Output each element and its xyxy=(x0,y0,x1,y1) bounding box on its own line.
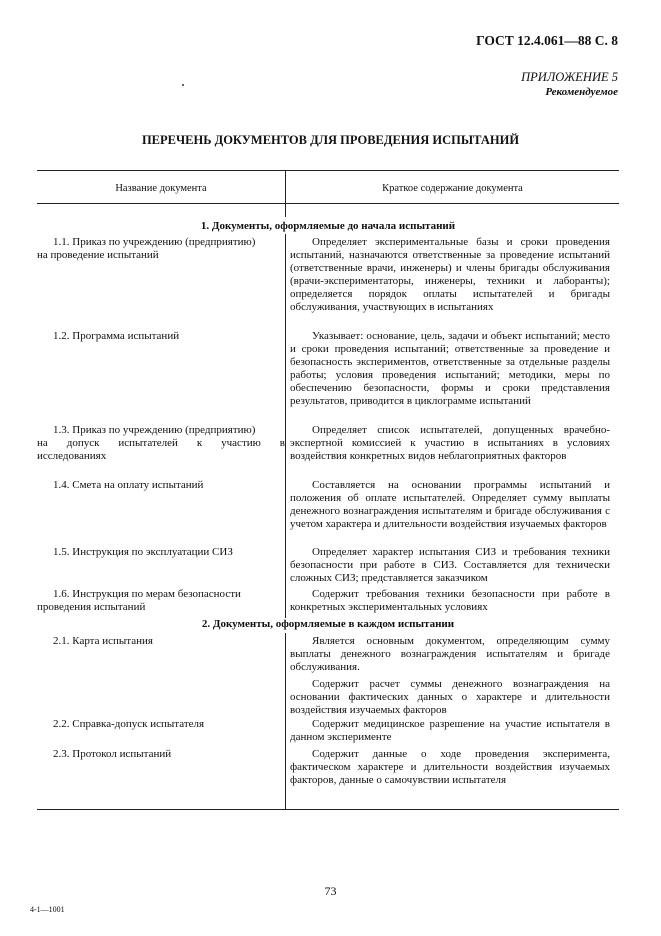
page-title: ПЕРЕЧЕНЬ ДОКУМЕНТОВ ДЛЯ ПРОВЕДЕНИЯ ИСПЫТАНИЙ xyxy=(141,133,520,147)
row-name-line: 1.5. Инструкция по эксплуатации СИЗ xyxy=(53,546,233,558)
scan-speck xyxy=(182,84,184,86)
section-heading-1: 1. Документы, оформляемые до начала испытаний xyxy=(200,220,456,232)
table-row-description: Составляется на основании программы испытаний и положения об оплате испытателей. Определяет сумму выплаты денежного вознаграждения испытателям и бригаде обслуживания с учетом характера и длительности воздействия изучаемых факторов xyxy=(290,479,610,530)
table-row-description: Содержит данные о ходе проведения эксперимента, фактическом характере и длительности воздействия изучаемых факторов, данные о самочувствии испытателя xyxy=(290,748,610,786)
table-row-description: Указывает: основание, цель, задачи и объект испытаний; место и сроки проведения испытаний; ответственные за проведение и безопасность экспериментов, ответственные за отдельные разделы работы; условия проведения испытаний; методики, меры по обеспечению безопасности, формы и сроки представления результатов, приводится в циклограмме испытаний xyxy=(290,330,610,407)
appendix-block xyxy=(521,70,618,100)
row-name-line: 1.1. Приказ по учреждению (предприятию) xyxy=(53,236,256,248)
row-name-line: 2.1. Карта испытания xyxy=(53,635,153,647)
document-header: ГОСТ 12.4.061—88 С. 8 xyxy=(476,33,618,48)
row-name-line: 1.4. Смета на оплату испытаний xyxy=(53,479,204,491)
row-name-line: проведения испытаний xyxy=(37,601,146,613)
table-header-rule xyxy=(37,203,619,204)
table-row-name xyxy=(37,718,285,731)
table-bottom-rule xyxy=(37,809,619,810)
appendix-status: Рекомендуемое xyxy=(545,86,618,98)
table-row-description: Содержит требования техники безопасности при работе в конкретных экспериментальных условиях xyxy=(290,588,610,613)
row-name-line: на проведение испытаний xyxy=(37,249,159,261)
row-name-line: исследованиях xyxy=(37,450,107,462)
table-row-name xyxy=(37,424,285,463)
row-name-line: 1.2. Программа испытаний xyxy=(53,330,180,342)
column-header-name: Название документа xyxy=(115,183,207,194)
row-name-line: 2.3. Протокол испытаний xyxy=(53,748,172,760)
table-row-name xyxy=(37,479,285,492)
row-name-line: на допуск испытателей к участию в xyxy=(37,437,285,449)
table-column-divider-sec2 xyxy=(285,633,286,809)
table-row-name xyxy=(37,236,285,262)
row-name-line: 1.3. Приказ по учреждению (предприятию) xyxy=(53,424,256,436)
table-row-name xyxy=(37,635,285,648)
table-top-rule xyxy=(37,170,619,171)
column-header-summary: Краткое содержание документа xyxy=(382,183,523,194)
table-row-description: Является основным документом, определяющим сумму выплаты денежного вознаграждения испытателям и бригаде обслуживания. xyxy=(290,635,610,673)
table-row-name xyxy=(37,748,285,761)
table-row-description: Определяет список испытателей, допущенных врачебно-экспертной комиссией к участию в испытаниях в условиях воздействия конкретных видов неблагоприятных факторов xyxy=(290,424,610,462)
section-heading-2: 2. Документы, оформляемые в каждом испытании xyxy=(201,618,455,630)
appendix-label: ПРИЛОЖЕНИЕ 5 xyxy=(521,70,618,84)
row-name-line: 2.2. Справка-допуск испытателя xyxy=(53,718,205,730)
table-row-description-continued: Содержит расчет суммы денежного вознаграждения на основании фактических данных о характере и длительности воздействия изучаемых факторов xyxy=(290,678,610,716)
table-row-description: Определяет экспериментальные базы и сроки проведения испытаний, назначаются ответственные за проведение испытаний (ответственные врачи, инженеры) и члены бригады обслуживания (врачи-экспериментаторы, инженеры, техники и лаборанты); определяется порядок оплаты испытателей и бригады обслуживания, участвующих в испытаниях xyxy=(290,236,610,313)
table-row-description: Содержит медицинское разрешение на участие испытателя в данном эксперименте xyxy=(290,718,610,743)
table-row-name xyxy=(37,330,285,343)
page-number: 73 xyxy=(324,884,337,898)
table-row-description: Определяет характер испытания СИЗ и требования техники безопасности при работе в СИЗ. Составляется для технически сложных СИЗ; представляется заказчиком xyxy=(290,546,610,584)
table-row-name xyxy=(37,546,285,559)
table-column-divider-sec1 xyxy=(285,234,286,618)
table-row-name xyxy=(37,588,285,614)
footer-code: 4-1—1001 xyxy=(30,905,65,914)
row-name-line: 1.6. Инструкция по мерам безопасности xyxy=(53,588,241,600)
